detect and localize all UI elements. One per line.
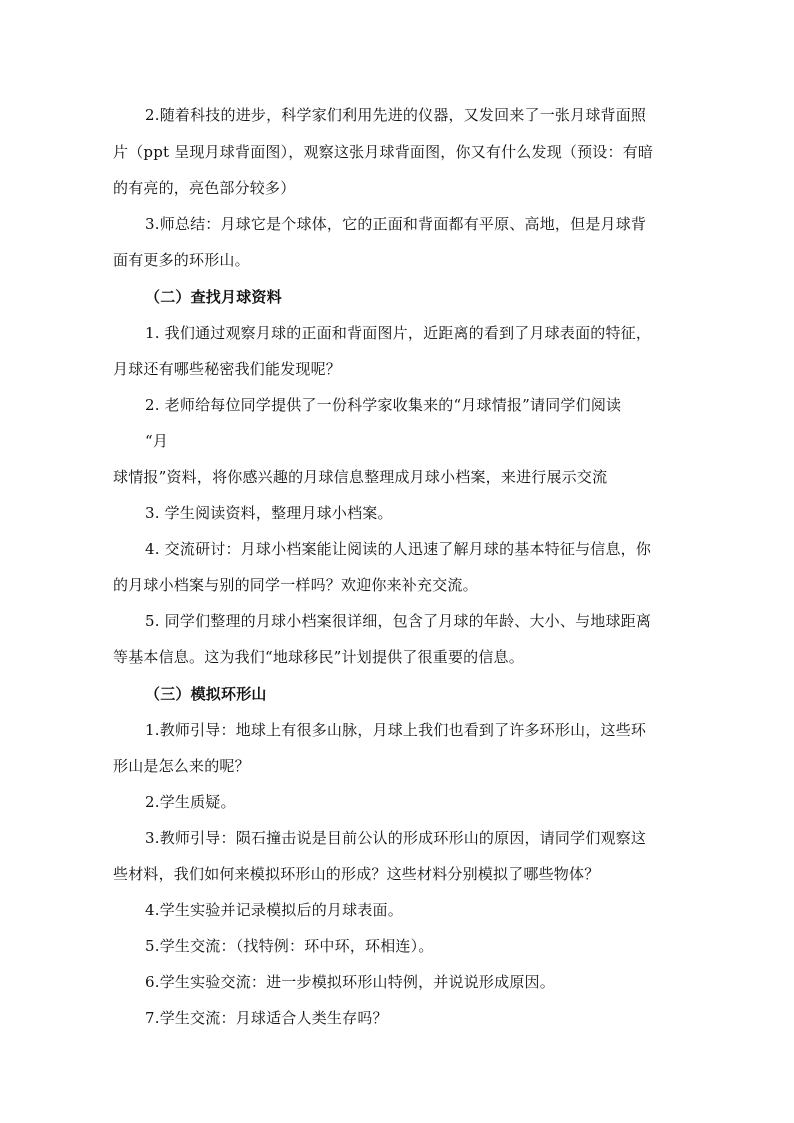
paragraph-line: 7.学生交流：月球适合人类生存吗？ [145, 1009, 388, 1027]
paragraph-line: 2. 老师给每位同学提供了一份科学家收集来的“月球情报”请同学们阅读 [145, 396, 622, 414]
paragraph-line: 形山是怎么来的呢？ [113, 757, 250, 775]
paragraph-line: 4. 交流研讨：月球小档案能让阅读的人迅速了解月球的基本特征与信息，你 [145, 540, 652, 558]
paragraph-line: 1. 我们通过观察月球的正面和背面图片，近距离的看到了月球表面的特征， [145, 324, 652, 342]
paragraph-line: 5.学生交流：（找特例：环中环，环相连）。 [145, 937, 434, 955]
paragraph-line: 3.教师引导：陨石撞击说是目前公认的形成环形山的原因，请同学们观察这 [145, 829, 647, 847]
paragraph-line: 的有亮的，亮色部分较多） [113, 179, 296, 197]
paragraph-line: 片（ppt 呈现月球背面图），观察这张月球背面图，你又有什么发现（预设：有暗 [113, 143, 654, 161]
paragraph-line: 月球还有哪些秘密我们能发现呢？ [113, 360, 342, 378]
paragraph-line: 的月球小档案与别的同学一样吗？欢迎你来补充交流。 [113, 576, 478, 594]
paragraph-line: 5. 同学们整理的月球小档案很详细，包含了月球的年龄、大小、与地球距离 [145, 612, 652, 630]
paragraph-line: 3. 学生阅读资料，整理月球小档案。 [145, 504, 393, 522]
paragraph-line: 球情报”资料，将你感兴趣的月球信息整理成月球小档案，来进行展示交流 [113, 468, 608, 486]
paragraph-line: 6.学生实验交流：进一步模拟环形山特例，并说说形成原因。 [145, 973, 555, 991]
paragraph-line: 2.学生质疑。 [145, 793, 236, 811]
paragraph-line: 3.师总结：月球它是个球体，它的正面和背面都有平原、高地，但是月球背 [145, 215, 647, 233]
paragraph-line: 2.随着科技的进步，科学家们利用先进的仪器，又发回来了一张月球背面照 [145, 106, 647, 124]
section-heading: （二）查找月球资料 [145, 288, 282, 306]
paragraph-line: 1.教师引导：地球上有很多山脉，月球上我们也看到了许多环形山，这些环 [145, 721, 647, 739]
section-heading: （三）模拟环形山 [145, 685, 267, 703]
paragraph-line: “月 [145, 432, 169, 450]
paragraph-line: 面有更多的环形山。 [113, 251, 250, 269]
paragraph-line: 些材料，我们如何来模拟环形山的形成？这些材料分别模拟了哪些物体？ [113, 865, 600, 883]
paragraph-line: 等基本信息。这为我们“地球移民”计划提供了很重要的信息。 [113, 648, 524, 666]
paragraph-line: 4.学生实验并记录模拟后的月球表面。 [145, 901, 403, 919]
